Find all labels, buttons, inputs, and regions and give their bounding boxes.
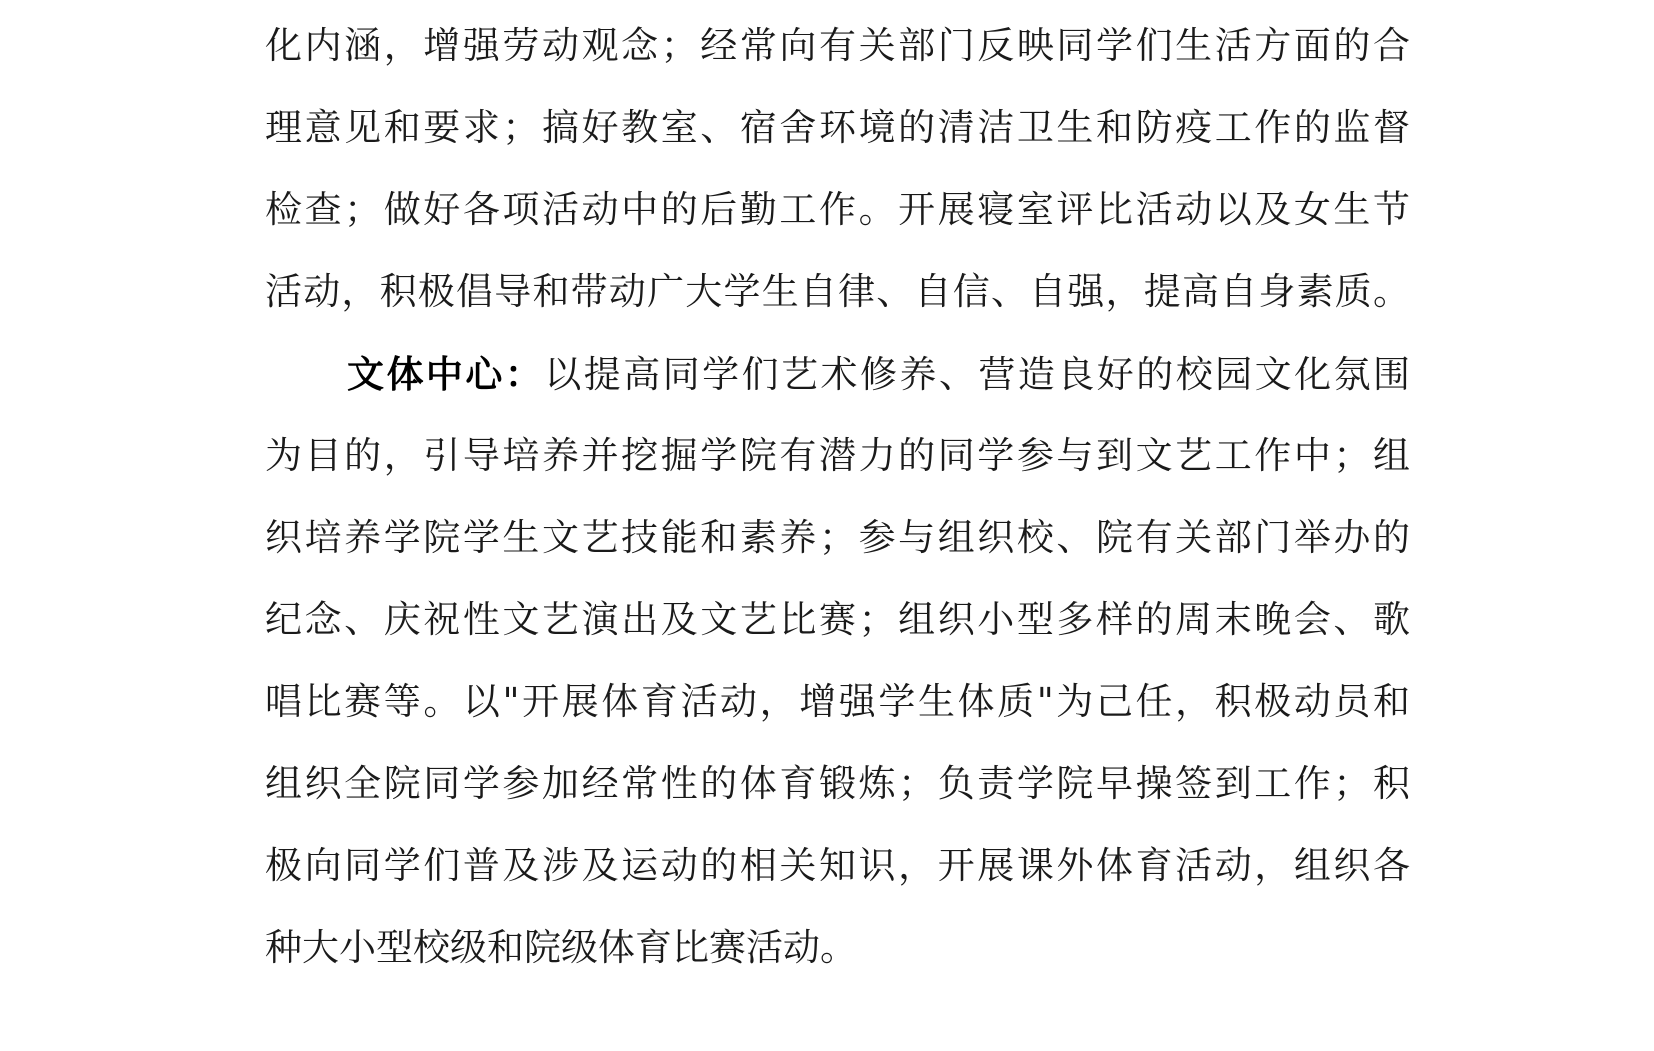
paragraph-line: 唱比赛等。以"开展体育活动，增强学生体质"为己任，积极动员和: [265, 680, 1410, 723]
paragraph-line: 组织全院同学参加经常性的体育锻炼；负责学院早操签到工作；积: [265, 762, 1410, 805]
paragraph-line: 化内涵，增强劳动观念；经常向有关部门反映同学们生活方面的合: [265, 24, 1410, 67]
section-first-line-text: 以提高同学们艺术修养、营造良好的校园文化氛围: [544, 353, 1411, 396]
paragraph-line: 极向同学们普及涉及运动的相关知识，开展课外体育活动，组织各: [265, 844, 1410, 887]
section-first-line: [347, 344, 1410, 404]
section-heading: 文体中心：: [347, 352, 545, 396]
paragraph-line: 种大小型校级和院级体育比赛活动。: [265, 926, 857, 969]
paragraph-line: 织培养学院学生文艺技能和素养；参与组织校、院有关部门举办的: [265, 516, 1410, 559]
paragraph-line: 检查；做好各项活动中的后勤工作。开展寝室评比活动以及女生节: [265, 188, 1410, 231]
paragraph-line: 为目的，引导培养并挖掘学院有潜力的同学参与到文艺工作中；组: [265, 434, 1410, 477]
paragraph-line: 纪念、庆祝性文艺演出及文艺比赛；组织小型多样的周末晚会、歌: [265, 598, 1410, 641]
paragraph-line: 活动，积极倡导和带动广大学生自律、自信、自强，提高自身素质。: [265, 270, 1410, 313]
paragraph-line: 理意见和要求；搞好教室、宿舍环境的清洁卫生和防疫工作的监督: [265, 106, 1410, 149]
